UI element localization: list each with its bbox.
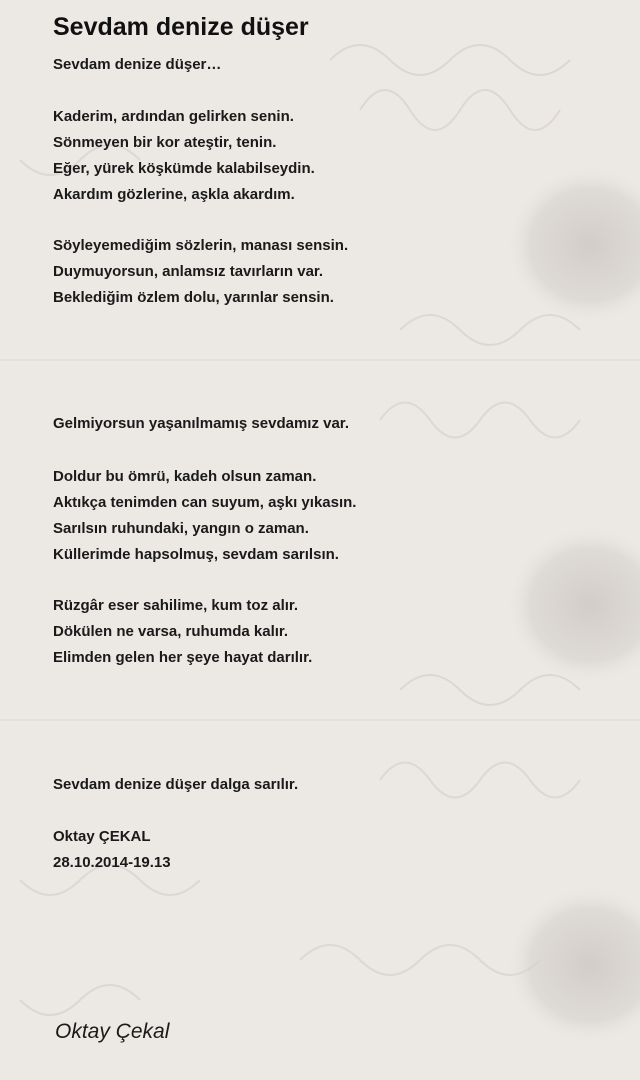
poem-date: 28.10.2014-19.13 [53,854,171,871]
poem-line: Sevdam denize düşer dalga sarılır. [53,776,299,793]
poem-line: Söyleyemediğim sözlerin, manası sensin. [53,237,349,254]
poem-line: Rüzgâr eser sahilime, kum toz alır. [53,597,299,614]
poem-line: Dökülen ne varsa, ruhumda kalır. [53,623,289,640]
author-signature: Oktay Çekal [55,1020,170,1043]
poem-line: Elimden gelen her şeye hayat darılır. [53,649,313,666]
poem-line: Akardım gözlerine, aşkla akardım. [53,186,295,203]
poem-subtitle: Sevdam denize düşer… [53,56,222,73]
poem-line: Eğer, yürek köşkümde kalabilseydin. [53,160,315,177]
author-name: Oktay ÇEKAL [53,828,151,845]
poem-line: Doldur bu ömrü, kadeh olsun zaman. [53,468,317,485]
page-title: Sevdam denize düşer [53,13,309,41]
poem-line: Duymuyorsun, anlamsız tavırların var. [53,263,324,280]
poem-line: Sönmeyen bir kor ateştir, tenin. [53,134,277,151]
poem-line: Gelmiyorsun yaşanılmamış sevdamız var. [53,415,349,432]
poem-line: Beklediğim özlem dolu, yarınlar sensin. [53,289,334,306]
poem-line: Küllerimde hapsolmuş, sevdam sarılsın. [53,546,339,563]
poem-line: Sarılsın ruhundaki, yangın o zaman. [53,520,309,537]
poem-line: Aktıkça tenimden can suyum, aşkı yıkasın. [53,494,357,511]
poem-line: Kaderim, ardından gelirken senin. [53,108,294,125]
